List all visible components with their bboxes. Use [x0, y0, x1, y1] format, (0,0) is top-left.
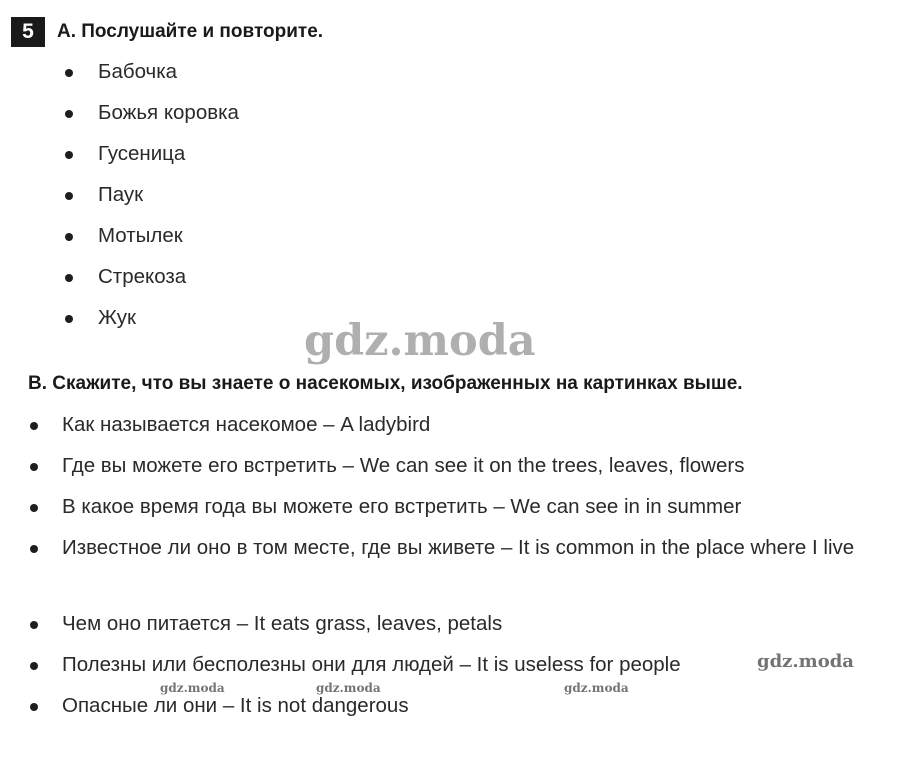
watermark-small: gdz.moda — [160, 681, 225, 695]
list-item-text: Паук — [98, 183, 144, 206]
part-b-heading: B. Скажите, что вы знаете о насекомых, изображенных на картинках выше. — [28, 373, 743, 394]
list-item-text: Чем оно питается – It eats grass, leaves, petals — [62, 612, 503, 635]
list-item-text: Как называется насекомое – A ladybird — [62, 413, 431, 436]
list-item-text: Полезны или бесполезны они для людей – It is useless for people — [62, 653, 681, 676]
list-item — [98, 222, 239, 263]
bullet-icon — [30, 422, 38, 430]
list-item-text: Жук — [98, 306, 136, 329]
part-a-heading: A. Послушайте и повторите. — [57, 21, 324, 42]
list-item — [98, 99, 239, 140]
list-item-text: Мотылек — [98, 224, 183, 247]
bullet-icon — [30, 703, 38, 711]
list-item-text: Где вы можете его встретить – We can see it on the trees, leaves, flowers — [62, 454, 745, 477]
watermark-logo: gdz.moda — [304, 316, 536, 366]
watermark-small: gdz.moda — [564, 681, 629, 695]
bullet-icon — [65, 192, 73, 200]
list-item — [98, 263, 239, 304]
list-item-text: Божья коровка — [98, 101, 239, 124]
bullet-icon — [65, 274, 73, 282]
list-item-text: Бабочка — [98, 60, 178, 83]
bullet-icon — [65, 110, 73, 118]
bullet-icon — [65, 151, 73, 159]
list-item — [62, 411, 892, 452]
part-a-word-list — [98, 58, 239, 345]
list-item-text: Опасные ли они – It is not dangerous — [62, 694, 409, 717]
list-item — [98, 181, 239, 222]
list-item — [98, 304, 239, 345]
list-item-text: Гусеница — [98, 142, 186, 165]
list-item — [62, 528, 892, 610]
list-item-text: Стрекоза — [98, 265, 187, 288]
watermark-small: gdz.moda — [316, 681, 381, 695]
list-item-text: В какое время года вы можете его встретить – We can see in in summer — [62, 495, 742, 518]
bullet-icon — [30, 662, 38, 670]
list-item — [98, 58, 239, 99]
list-item — [98, 140, 239, 181]
bullet-icon — [30, 545, 38, 553]
list-item — [62, 610, 892, 651]
list-item — [62, 692, 892, 733]
bullet-icon — [30, 463, 38, 471]
bullet-icon — [65, 69, 73, 77]
bullet-icon — [65, 315, 73, 323]
list-item-text: Известное ли оно в том месте, где вы живете – It is common in the place where I live — [62, 536, 855, 559]
bullet-icon — [65, 233, 73, 241]
bullet-icon — [30, 621, 38, 629]
watermark-small: gdz.moda — [757, 651, 854, 672]
bullet-icon — [30, 504, 38, 512]
exercise-number-badge: 5 — [11, 17, 45, 47]
list-item — [62, 452, 892, 493]
